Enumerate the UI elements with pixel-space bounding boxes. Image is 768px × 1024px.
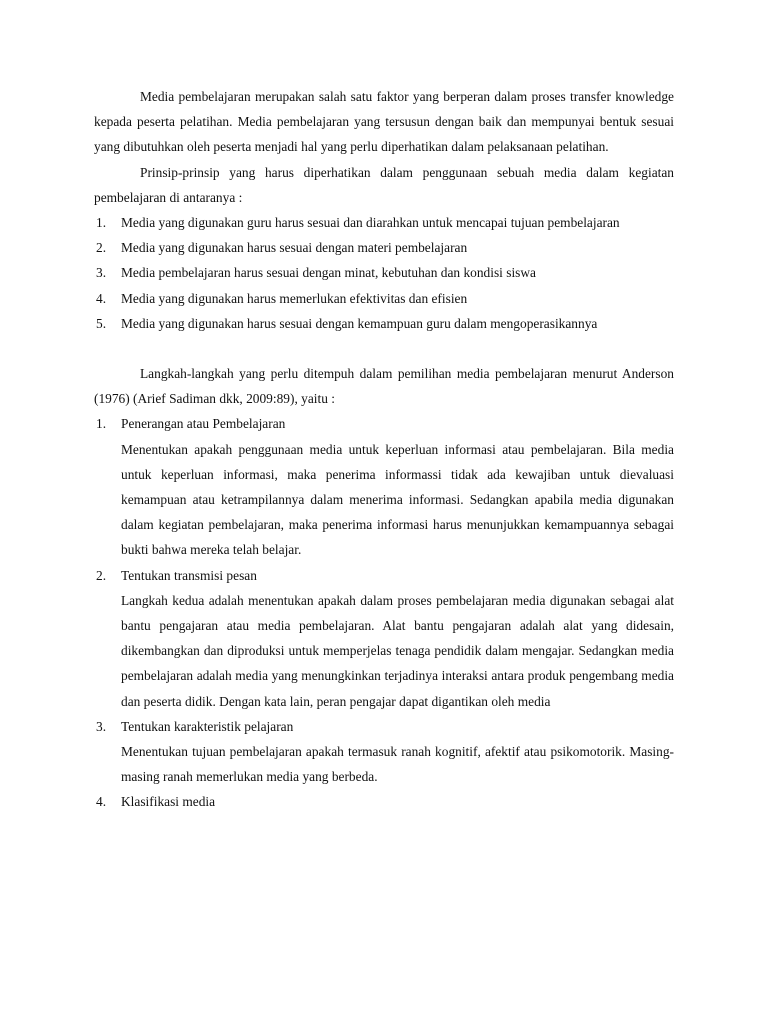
step-title: Klasifikasi media [121, 794, 216, 810]
list-item-number: 1. [96, 416, 107, 432]
list-item-number: 2. [96, 240, 107, 256]
list-item [94, 714, 674, 790]
step-title: Tentukan transmisi pesan [121, 567, 257, 583]
step-body: Menentukan apakah penggunaan media untuk keperluan informasi atau pembelajaran. Bila media untuk keperluan informasi, maka penerima informassi tidak ada kewajiban untuk dievaluasi kemampuan atau ketrampilannya dalam menerima informasi. Sedangkan apabila media digunakan dalam kegiatan pembelajaran, maka penerima informasi harus menunjukkan kemampuannya sebagai bukti bahwa mereka telah belajar. [121, 441, 674, 558]
list-item [94, 789, 674, 814]
list-item-number: 1. [96, 215, 107, 231]
step-body: Langkah kedua adalah menentukan apakah dalam proses pembelajaran media digunakan sebagai alat bantu pengajaran atau media pembelajaran. Alat bantu pengajaran adalah alat yang didesain, dikembangkan dan diproduksi untuk memperjelas tenaga pendidik dalam mengajar. Sedangkan media pembelajaran adalah media yang menungkinkan terjadinya interaksi antara produk pengembang media dan peserta didik. Dengan kata lain, peran pengajar dapat digantikan oleh media [121, 592, 674, 709]
list-item-text: Media yang digunakan harus sesuai dengan kemampuan guru dalam mengoperasikannya [121, 315, 598, 331]
list-item [94, 286, 674, 311]
intro-paragraph-2: Prinsip-prinsip yang harus diperhatikan dalam penggunaan sebuah media dalam kegiatan pembelajaran di antaranya : [94, 164, 674, 205]
steps-list [94, 411, 674, 814]
step-title: Tentukan karakteristik pelajaran [121, 718, 294, 734]
principles-list [94, 210, 674, 336]
list-item [94, 311, 674, 336]
list-item-number: 4. [96, 290, 107, 306]
step-title: Penerangan atau Pembelajaran [121, 416, 286, 432]
list-item [94, 411, 674, 562]
list-item-text: Media yang digunakan harus memerlukan efektivitas dan efisien [121, 290, 468, 306]
document-page [94, 84, 674, 815]
steps-intro-paragraph: Langkah-langkah yang perlu ditempuh dalam pemilihan media pembelajaran menurut Anderson (1976) (Arief Sadiman dkk, 2009:89), yaitu : [94, 366, 674, 407]
list-item-number: 2. [96, 567, 107, 583]
list-item-text: Media pembelajaran harus sesuai dengan minat, kebutuhan dan kondisi siswa [121, 265, 536, 281]
list-item-text: Media yang digunakan guru harus sesuai dan diarahkan untuk mencapai tujuan pembelajaran [121, 215, 620, 231]
paragraph-spacer [94, 336, 674, 361]
list-item [94, 210, 674, 235]
list-item [94, 260, 674, 285]
list-item-text: Media yang digunakan harus sesuai dengan materi pembelajaran [121, 240, 468, 256]
list-item [94, 563, 674, 714]
list-item [94, 235, 674, 260]
list-item-number: 4. [96, 794, 107, 810]
list-item-number: 3. [96, 718, 107, 734]
step-body: Menentukan tujuan pembelajaran apakah termasuk ranah kognitif, afektif atau psikomotorik. Masing-masing ranah memerlukan media yang berbeda. [121, 744, 674, 785]
list-item-number: 5. [96, 315, 107, 331]
intro-paragraph-1: Media pembelajaran merupakan salah satu faktor yang berperan dalam proses transfer knowledge kepada peserta pelatihan. Media pembelajaran yang tersusun dengan baik dan mempunyai bentuk sesuai yang dibutuhkan oleh peserta menjadi hal yang perlu diperhatikan dalam pelaksanaan pelatihan. [94, 89, 674, 155]
list-item-number: 3. [96, 265, 107, 281]
